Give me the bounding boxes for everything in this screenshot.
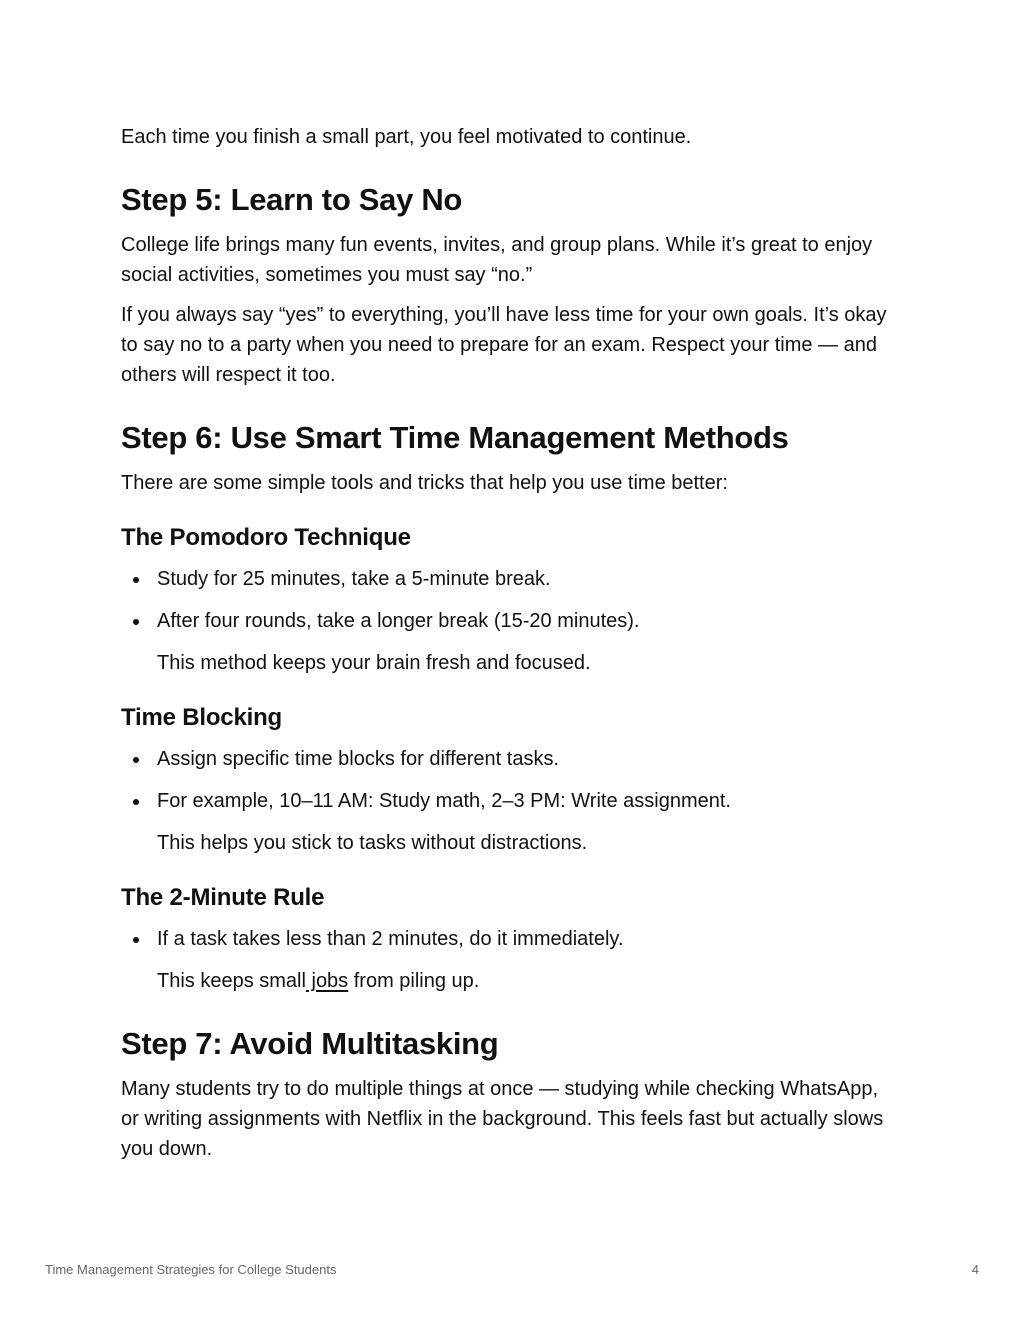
- pomodoro-list: [121, 564, 901, 636]
- step6-heading: Step 6: Use Smart Time Management Methods: [121, 420, 789, 455]
- two-minute-rule-heading: The 2-Minute Rule: [121, 884, 325, 911]
- step6-section: [121, 418, 901, 996]
- time-blocking-note: This helps you stick to tasks without distractions.: [157, 832, 588, 854]
- step5-heading: Step 5: Learn to Say No: [121, 182, 463, 217]
- step7-section: [121, 1024, 901, 1164]
- note-text: from piling up.: [348, 970, 480, 992]
- list-item: For example, 10–11 AM: Study math, 2–3 PM: Write assignment.: [157, 786, 901, 816]
- step7-heading: Step 7: Avoid Multitasking: [121, 1026, 499, 1061]
- jobs-link[interactable]: jobs: [305, 970, 349, 992]
- time-blocking-list: [121, 744, 901, 816]
- two-minute-rule-note: [121, 966, 901, 996]
- step7-paragraph-1: Many students try to do multiple things at once — studying while checking WhatsApp, or writing assignments with Netflix in the background. This feels fast but actually slows you down.: [121, 1078, 884, 1160]
- two-minute-rule-list: [121, 924, 901, 954]
- step5-paragraph-1: College life brings many fun events, invites, and group plans. While it’s great to enjoy social activities, sometimes you must say “no.”: [121, 234, 873, 286]
- step5-section: [121, 180, 901, 390]
- pomodoro-note: This method keeps your brain fresh and focused.: [157, 652, 591, 674]
- footer-document-title: Time Management Strategies for College Students: [45, 1262, 337, 1277]
- footer-page-number: 4: [971, 1262, 979, 1277]
- pomodoro-heading: The Pomodoro Technique: [121, 524, 411, 551]
- list-item: After four rounds, take a longer break (15-20 minutes).: [157, 606, 901, 636]
- step6-intro: There are some simple tools and tricks that help you use time better:: [121, 472, 728, 494]
- time-blocking-heading: Time Blocking: [121, 704, 282, 731]
- list-item: If a task takes less than 2 minutes, do it immediately.: [157, 924, 901, 954]
- page-content: [121, 122, 901, 1164]
- step5-paragraph-2: If you always say “yes” to everything, you’ll have less time for your own goals. It’s okay to say no to a party when you need to prepare for an exam. Respect your time — and others will respect it too.: [121, 304, 887, 386]
- list-item: Assign specific time blocks for different tasks.: [157, 744, 901, 774]
- list-item: Study for 25 minutes, take a 5-minute break.: [157, 564, 901, 594]
- intro-paragraph: Each time you finish a small part, you feel motivated to continue.: [121, 126, 692, 148]
- note-text: This keeps small: [157, 970, 306, 992]
